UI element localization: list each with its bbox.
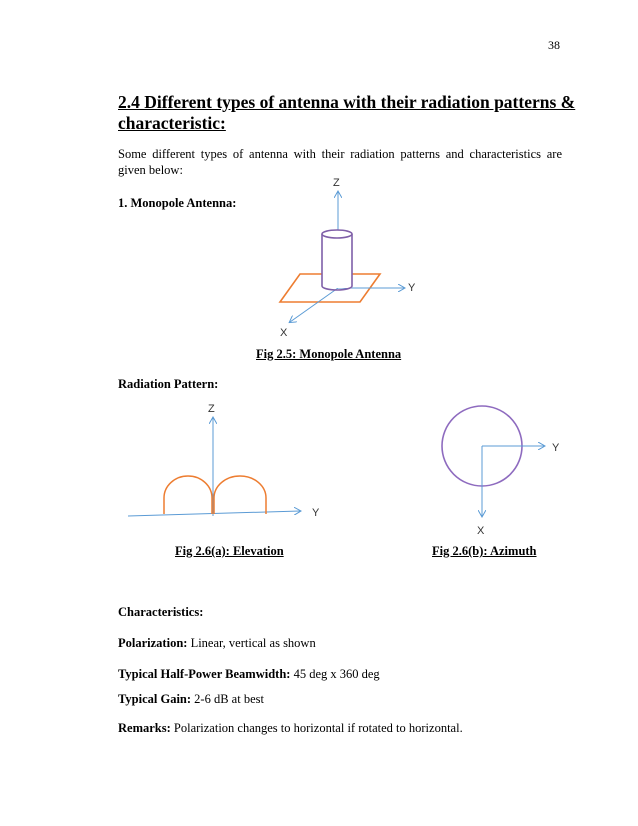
elevation-pattern-figure — [126, 398, 336, 528]
page-number: 38 — [548, 38, 560, 52]
monopole-antenna-figure — [270, 172, 430, 342]
x-axis — [290, 288, 338, 322]
elevation-lobe-left — [164, 476, 212, 514]
y-axis-label: Y — [408, 282, 416, 294]
azimuth-pattern-figure — [436, 404, 566, 538]
characteristic-label: Remarks: — [118, 721, 171, 735]
azimuth-y-label: Y — [552, 442, 560, 454]
characteristic-beamwidth — [118, 667, 380, 682]
elevation-z-label: Z — [208, 403, 215, 415]
azimuth-x-label: X — [477, 525, 485, 537]
fig-2-6b-caption: Fig 2.6(b): Azimuth — [432, 544, 537, 558]
characteristics-heading: Characteristics: — [118, 605, 204, 619]
elevation-lobe-right — [214, 476, 266, 514]
section-title: 2.4 Different types of antenna with their radiation patterns & characteristic: — [118, 92, 576, 133]
intro-paragraph: Some different types of antenna with their radiation patterns and characteristics are given below: — [118, 147, 562, 177]
fig-2-5-caption: Fig 2.5: Monopole Antenna — [256, 347, 402, 361]
radiation-pattern-heading: Radiation Pattern: — [118, 377, 219, 391]
characteristic-gain — [118, 692, 264, 707]
z-axis-label: Z — [333, 177, 340, 189]
monopole-heading: 1. Monopole Antenna: — [118, 196, 237, 210]
characteristic-value: Linear, vertical as shown — [187, 636, 316, 650]
elevation-y-label: Y — [312, 507, 320, 519]
fig-2-6a-caption: Fig 2.6(a): Elevation — [175, 544, 284, 558]
characteristic-value: 45 deg x 360 deg — [290, 667, 380, 681]
x-axis-label: X — [280, 327, 288, 339]
characteristic-polarization — [118, 636, 316, 651]
characteristic-label: Typical Gain: — [118, 692, 192, 706]
characteristic-remarks — [118, 721, 463, 736]
characteristic-value: 2-6 dB at best — [191, 692, 264, 706]
monopole-cylinder — [322, 230, 352, 290]
characteristic-value: Polarization changes to horizontal if rotated to horizontal. — [170, 721, 463, 735]
characteristic-label: Polarization: — [118, 636, 188, 650]
characteristic-label: Typical Half-Power Beamwidth: — [118, 667, 291, 681]
